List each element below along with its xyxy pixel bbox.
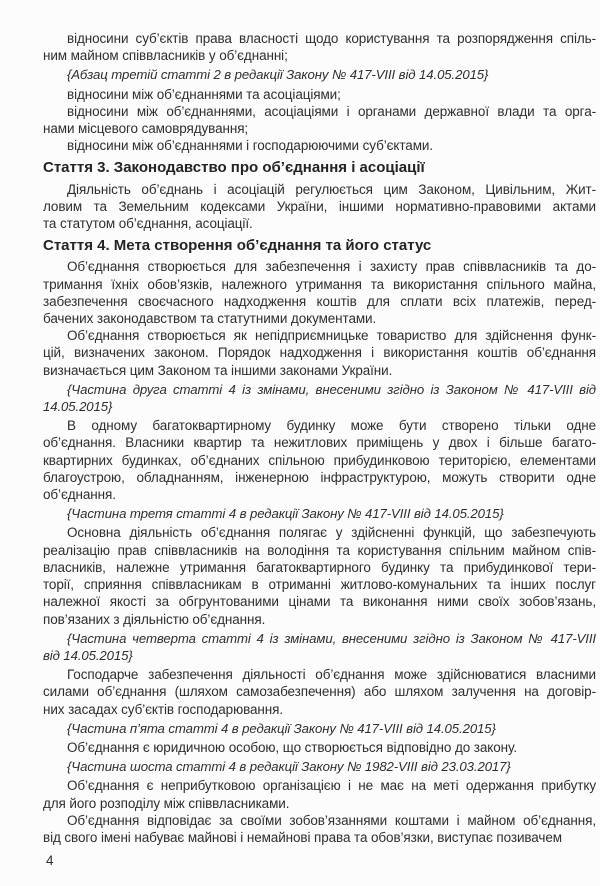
text-line: нами місцевого самоврядування; bbox=[43, 121, 249, 137]
text-line: квартирних будинках, об’єднаних спільною прибудинковою територією, елементами bbox=[43, 452, 596, 468]
text-line: відносини суб’єктів права власності щодо користування та розпорядження спіль- bbox=[67, 31, 596, 46]
paragraph bbox=[43, 181, 596, 233]
text-line: них засадах суб’єктів господарювання. bbox=[43, 701, 283, 717]
text-line: {Частина друга статті 4 із змінами, внесеними згідно із Законом № 417-VIII від bbox=[67, 381, 596, 397]
paragraph bbox=[43, 812, 596, 846]
text-line: відносини між об’єднаннями і господарюючими суб’єктами. bbox=[67, 138, 433, 154]
text-line: Основна діяльність об’єднання полягає у здійсненні функцій, що забезпечують bbox=[67, 525, 596, 541]
text-line: {Частина п’ята статті 4 в редакції Закону № 417-VIII від 14.05.2015} bbox=[67, 720, 496, 736]
article-heading bbox=[43, 159, 596, 176]
text-line: належної якості за обгрунтованими цінами та виконання ними своїх зобов’язань, bbox=[43, 594, 596, 610]
text-line: бачених законодавством та статутними документами. bbox=[43, 311, 377, 327]
text-line: тримання їхніх обов’язків, належного утримання та використання спільного майна, bbox=[43, 276, 596, 292]
text-line: Господарче забезпечення діяльності об’єднання може здійснюватися власними bbox=[67, 667, 596, 683]
text-line: Об’єднання відповідає за своїми зобов’язаннями коштами і майном об’єднання, bbox=[67, 812, 596, 828]
paragraph bbox=[43, 666, 596, 718]
amendment-note bbox=[43, 505, 596, 522]
paragraph bbox=[43, 739, 596, 756]
text-line: для його розподілу між співвласниками. bbox=[43, 795, 290, 811]
amendment-note bbox=[43, 630, 596, 664]
text-line: визначається цим Законом та іншими законами України. bbox=[43, 362, 393, 378]
text-line: Діяльність об’єднань і асоціацій регулюється цим Законом, Цивільним, Жит- bbox=[67, 181, 596, 197]
paragraph bbox=[43, 103, 596, 137]
text-line: відносини між об’єднаннями, асоціаціями і органами державної влади та орга- bbox=[67, 103, 596, 119]
text-line: {Частина шоста статті 4 в редакції Закону № 1982-VIII від 23.03.2017} bbox=[67, 759, 511, 775]
text-line: від 14.05.2015} bbox=[43, 647, 133, 663]
paragraph bbox=[43, 30, 596, 64]
text-line: цій, визначених законом. Порядок надходження і використання коштів об’єднання bbox=[43, 345, 596, 361]
paragraph bbox=[43, 777, 596, 811]
amendment-note bbox=[43, 66, 596, 83]
text-line: реалізацію прав співвласників на володіння та користування спільним майном спів- bbox=[43, 542, 596, 558]
text-line: власників, належне утримання багатоквартирного будинку та прибудинкової тери- bbox=[43, 559, 596, 575]
text-line: Об’єднання створюється для забезпечення і захисту прав співвласників та до- bbox=[67, 259, 596, 275]
text-line: {Абзац третій статті 2 в редакції Закону № 417-VIII від 14.05.2015} bbox=[67, 67, 489, 83]
text-line: Об’єднання є юридичною особою, що створюється відповідно до закону. bbox=[67, 739, 517, 755]
text-line: та статутом об’єднання, асоціації. bbox=[43, 216, 253, 232]
text-line: забезпечення своєчасного надходження коштів для сплати всіх платежів, перед- bbox=[43, 293, 596, 309]
paragraph bbox=[43, 417, 596, 503]
text-line: Стаття 4. Мета створення об’єднання та його статус bbox=[43, 237, 432, 255]
amendment-note bbox=[43, 758, 596, 775]
text-line: В одному багатоквартирному будинку може бути створено тільки одне bbox=[67, 418, 596, 434]
text-line: пов’язаних з діяльністю об’єднання. bbox=[43, 611, 266, 627]
text-line: Стаття 3. Законодавство про об’єднання і асоціації bbox=[43, 159, 425, 177]
text-line: ним майном співвласників у об’єднанні; bbox=[43, 48, 288, 64]
page-number: 4 bbox=[46, 853, 54, 868]
text-line: Об’єднання створюється як непідприємницьке товариство для здійснення функ- bbox=[67, 328, 596, 344]
text-line: 14.05.2015} bbox=[43, 399, 113, 415]
text-line: благоустрою, обладнанням, інженерною інфраструктурою, можуть створити одне bbox=[43, 469, 596, 485]
text-line: {Частина третя статті 4 в редакції Закону № 417-VIII від 14.05.2015} bbox=[67, 506, 504, 522]
text-line: Об’єднання є неприбутковою організацією і не має на меті одержання прибутку bbox=[67, 778, 596, 794]
paragraph bbox=[43, 137, 596, 154]
text-line: {Частина четверта статті 4 із змінами, внесеними згідно із Законом № 417-VIII bbox=[67, 630, 596, 646]
amendment-note bbox=[43, 720, 596, 737]
amendment-note bbox=[43, 381, 596, 415]
text-line: від свого імені набуває майнові і немайнові права та обов’язки, виступає позивачем bbox=[43, 829, 562, 845]
text-line: об’єднання. Власники квартир та нежитлових приміщень у двох і більше багато- bbox=[43, 435, 596, 451]
text-line: об’єднання. bbox=[43, 487, 116, 503]
text-line: силами об’єднання (шляхом самозабезпечення) або шляхом залучення на договір- bbox=[43, 684, 596, 700]
paragraph bbox=[43, 327, 596, 379]
text-line: ловим та Земельним кодексами України, іншими нормативно-правовими актами bbox=[43, 198, 596, 214]
text-line: відносини між об’єднаннями та асоціаціями; bbox=[67, 86, 341, 102]
paragraph bbox=[43, 86, 596, 103]
article-heading bbox=[43, 237, 596, 254]
paragraph bbox=[43, 258, 596, 327]
paragraph bbox=[43, 524, 596, 627]
text-line: торії, сприяння співвласникам в отриманні житлово-комунальних та інших послуг bbox=[43, 577, 596, 593]
